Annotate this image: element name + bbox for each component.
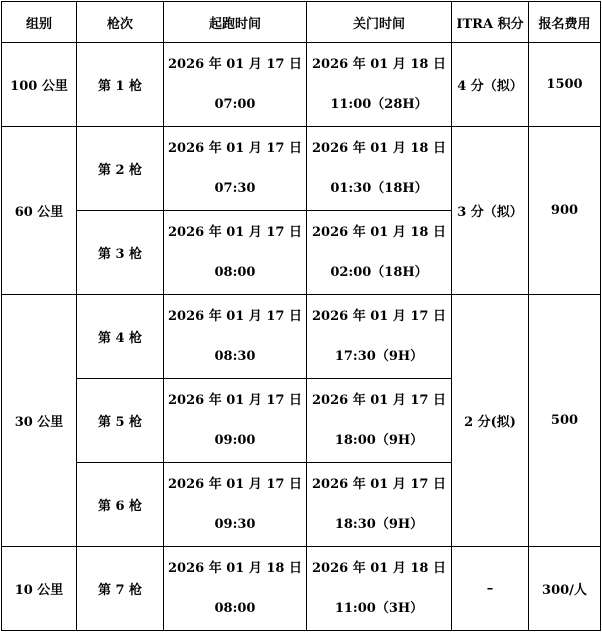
close-date: 2026 年 01 月 18 日 [312, 560, 446, 576]
close-date: 2026 年 01 月 18 日 [312, 140, 446, 156]
close-date: 2026 年 01 月 17 日 [312, 308, 446, 324]
start-time-cell [164, 127, 307, 211]
itra-cell: 3 分（拟） [452, 127, 529, 295]
close-date: 2026 年 01 月 18 日 [312, 56, 446, 72]
header-start-time: 起跑时间 [164, 2, 307, 43]
start-time-cell [164, 547, 307, 631]
group-cell: 30 公里 [2, 295, 77, 547]
close-clock: 18:30（9H） [334, 516, 424, 532]
fee-cell: 1500 [529, 43, 601, 127]
wave-cell: 第 1 枪 [77, 43, 164, 127]
close-clock: 11:00（3H） [334, 600, 424, 616]
close-date: 2026 年 01 月 17 日 [312, 476, 446, 492]
wave-cell: 第 7 枪 [77, 547, 164, 631]
table-row [2, 547, 601, 631]
table-row [2, 295, 601, 379]
start-clock: 08:00 [214, 600, 256, 616]
start-clock: 07:30 [214, 180, 256, 196]
group-cell: 60 公里 [2, 127, 77, 295]
header-group: 组别 [2, 2, 77, 43]
wave-cell: 第 3 枪 [77, 211, 164, 295]
start-date: 2026 年 01 月 17 日 [168, 224, 302, 240]
start-clock: 09:30 [214, 516, 256, 532]
wave-cell: 第 2 枪 [77, 127, 164, 211]
close-date: 2026 年 01 月 17 日 [312, 392, 446, 408]
start-date: 2026 年 01 月 17 日 [168, 56, 302, 72]
close-clock: 17:30（9H） [334, 348, 424, 364]
start-clock: 08:30 [214, 348, 256, 364]
close-clock: 18:00（9H） [334, 432, 424, 448]
group-cell: 100 公里 [2, 43, 77, 127]
start-date: 2026 年 01 月 17 日 [168, 476, 302, 492]
close-date: 2026 年 01 月 18 日 [312, 224, 446, 240]
close-clock: 02:00（18H） [330, 264, 428, 280]
start-date: 2026 年 01 月 17 日 [168, 140, 302, 156]
start-time-cell [164, 211, 307, 295]
start-clock: 08:00 [214, 264, 256, 280]
fee-cell: 500 [529, 295, 601, 547]
header-wave: 枪次 [77, 2, 164, 43]
wave-cell: 第 6 枪 [77, 463, 164, 547]
table-row [2, 127, 601, 211]
close-clock: 11:00（28H） [330, 96, 428, 112]
table-row [2, 43, 601, 127]
close-time-cell [307, 379, 452, 463]
close-time-cell [307, 547, 452, 631]
race-schedule-table [1, 1, 601, 631]
itra-cell: – [452, 547, 529, 631]
close-time-cell [307, 463, 452, 547]
fee-cell: 900 [529, 127, 601, 295]
start-clock: 07:00 [214, 96, 256, 112]
wave-cell: 第 5 枪 [77, 379, 164, 463]
itra-cell: 4 分（拟） [452, 43, 529, 127]
itra-cell: 2 分(拟) [452, 295, 529, 547]
start-time-cell [164, 43, 307, 127]
close-time-cell [307, 211, 452, 295]
header-close-time: 关门时间 [307, 2, 452, 43]
wave-cell: 第 4 枪 [77, 295, 164, 379]
start-time-cell [164, 295, 307, 379]
start-time-cell [164, 463, 307, 547]
header-itra-points: ITRA 积分 [452, 2, 529, 43]
start-date: 2026 年 01 月 18 日 [168, 560, 302, 576]
fee-cell: 300/人 [529, 547, 601, 631]
group-cell: 10 公里 [2, 547, 77, 631]
close-time-cell [307, 295, 452, 379]
close-time-cell [307, 43, 452, 127]
start-date: 2026 年 01 月 17 日 [168, 308, 302, 324]
start-time-cell [164, 379, 307, 463]
header-entry-fee: 报名费用 [529, 2, 601, 43]
header-row [2, 2, 601, 43]
start-date: 2026 年 01 月 17 日 [168, 392, 302, 408]
close-time-cell [307, 127, 452, 211]
close-clock: 01:30（18H） [330, 180, 428, 196]
start-clock: 09:00 [214, 432, 256, 448]
